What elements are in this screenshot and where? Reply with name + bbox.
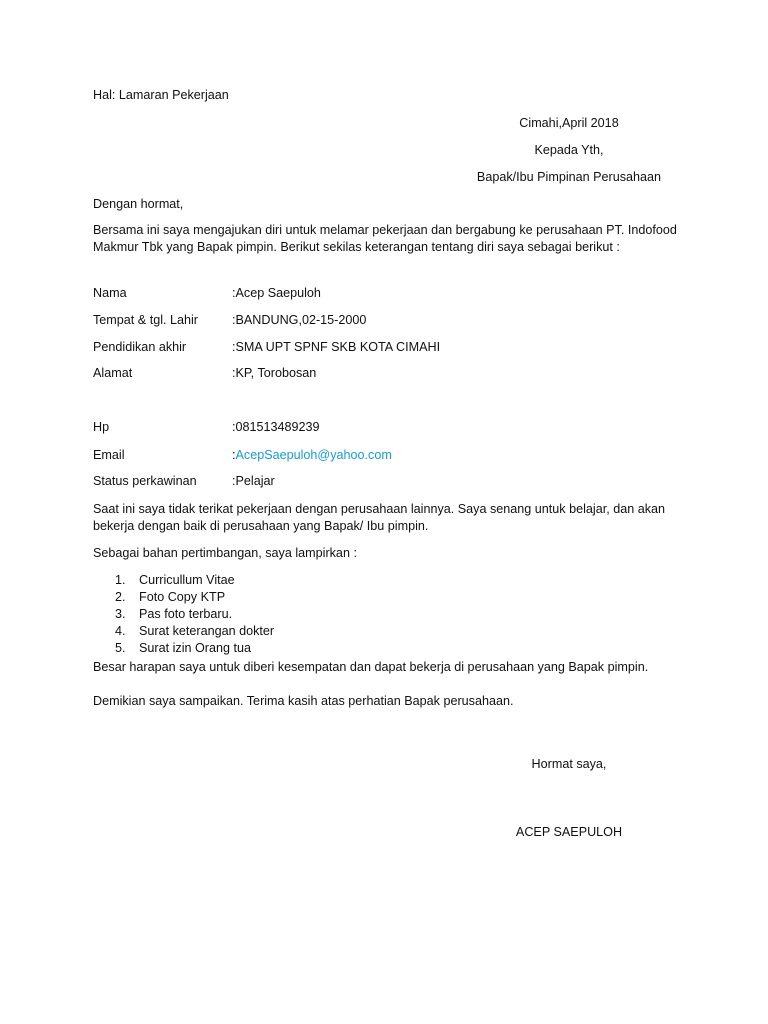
detail-value: :081513489239 [232,420,320,434]
detail-value: :Pelajar [232,474,275,488]
detail-label: Email [93,448,125,462]
detail-row-phone [93,419,693,436]
intro-paragraph: Bersama ini saya mengajukan diri untuk melamar pekerjaan dan bergabung ke perusahaan PT. Indofood Makmur Tbk yang Bapak pimpin. Berikut sekilas keterangan tentang diri saya sebagai berikut : [93,223,677,254]
detail-row-birth [93,312,693,329]
recipient-salutation: Kepada Yth, [534,143,604,157]
signature-name: ACEP SAEPULOH [515,825,623,839]
detail-row-marital-status [93,473,693,490]
detail-row-email [93,447,693,464]
email-link[interactable]: AcepSaepuloh@yahoo.com [235,448,392,462]
detail-value: :BANDUNG,02-15-2000 [232,313,367,327]
detail-value [232,447,392,463]
recipient-name: Bapak/Ibu Pimpinan Perusahaan [476,170,662,184]
letter-subject: Hal: Lamaran Pekerjaan [93,88,229,102]
hope-paragraph: Besar harapan saya untuk diberi kesempatan dan dapat bekerja di perusahaan yang Bapak pimpin. [93,660,649,674]
attachments-intro: Sebagai bahan pertimbangan, saya lampirkan : [93,546,357,560]
detail-row-address [93,365,693,382]
letter-page: Hal: Lamaran Pekerjaan Cimahi,April 2018 Kepada Yth, Bapak/Ibu Pimpinan Perusahaan Dengan hormat, Bersama ini saya mengajukan diri untuk melamar pekerjaan dan bergabung ke perusahaan PT. Indofood Makmur Tbk yang Bapak pimpin. Berikut sekilas keterangan tentang diri saya sebagai berikut : Nama :Acep Saepuloh Tempat & tgl. Lahir :BANDUNG,02-15-2000 Pendidikan akhir :SMA UPT SPNF SKB KOTA CIMAHI Alamat :KP, Torobosan Hp :081513489239 Email :AcepSaepuloh@yahoo.com Status perkawinan :Pelajar Saat ini saya tidak terikat pekerjaan dengan perusahaan lainnya. Saya senang untuk belajar, dan akan bekerja dengan baik di perusahaan yang Bapak/ Ibu pimpin. Sebagai bahan pertimbangan, saya lampirkan : 1. Curricullum Vitae 2. Foto Copy KTP 3. Pas foto terbaru. 4. Surat keterangan dokter 5. Surat izin Orang tua Besar harapan saya untuk diberi kesempatan dan dapat bekerja di perusahaan yang Bapak pimpin. Demikian saya sampaikan. Terima kasih atas perhatian Bapak perusahaan. Hormat saya, ACEP SAEPULOH [0,0,768,1024]
detail-value: :KP, Torobosan [232,366,317,380]
detail-label: Pendidikan akhir [93,340,187,354]
detail-label: Alamat [93,366,133,380]
closing-salutation: Hormat saya, [531,757,607,771]
greeting: Dengan hormat, [93,197,184,211]
email-prefix: : [232,448,236,462]
detail-label: Hp [93,420,110,434]
detail-row-name [93,285,693,302]
detail-label: Tempat & tgl. Lahir [93,313,198,327]
detail-value: :Acep Saepuloh [232,286,321,300]
detail-label: Nama [93,286,127,300]
detail-label: Status perkawinan [93,474,197,488]
detail-row-education [93,339,693,356]
statement-paragraph: Saat ini saya tidak terikat pekerjaan dengan perusahaan lainnya. Saya senang untuk belajar, dan akan bekerja dengan baik di perusahaan yang Bapak/ Ibu pimpin. [93,502,666,533]
closing-statement: Demikian saya sampaikan. Terima kasih atas perhatian Bapak perusahaan. [93,694,514,708]
detail-value: :SMA UPT SPNF SKB KOTA CIMAHI [232,340,441,354]
place-date: Cimahi,April 2018 [519,116,619,130]
